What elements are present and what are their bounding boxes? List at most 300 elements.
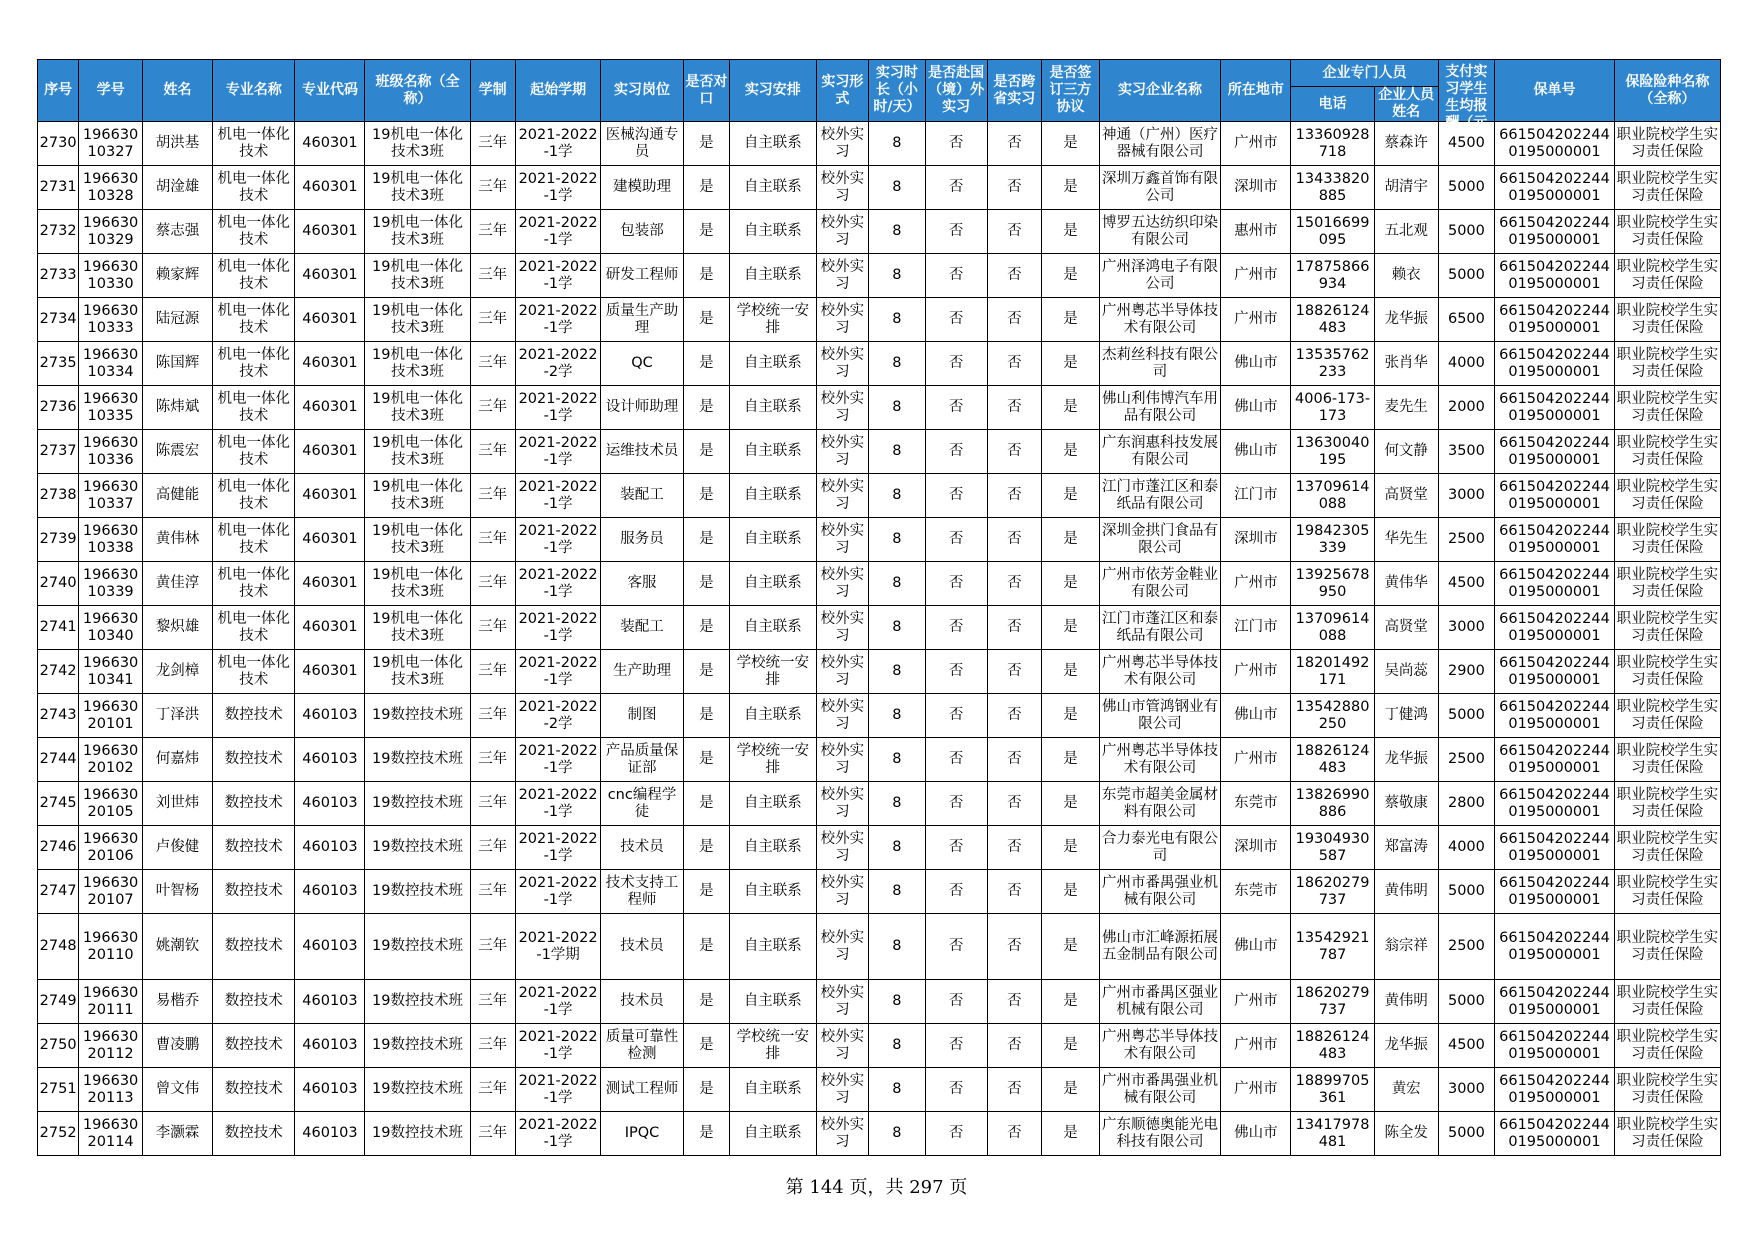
cell-major-code [295, 1068, 365, 1112]
footer-prefix: 第 [785, 1177, 804, 1198]
cell-insurance-text: 职业院校学生实习责任保险 [1616, 1116, 1719, 1150]
cell-insurance [1614, 694, 1720, 738]
cell-cross-province [987, 694, 1042, 738]
cell-major-text: 机电一体化技术 [217, 654, 290, 688]
cell-position [601, 474, 683, 518]
cell-phone-text: 4006-173-173 [1295, 390, 1371, 424]
cell-position [601, 1112, 683, 1156]
cell-abroad [925, 650, 987, 694]
cell-phone [1291, 298, 1374, 342]
cell-student-id-text: 19663010341 [82, 654, 139, 688]
cell-abroad-text: 否 [948, 179, 964, 195]
cell-student-id [79, 386, 143, 430]
cell-name [143, 474, 213, 518]
cell-phone-text: 13925678950 [1295, 566, 1370, 600]
cell-major-code-text: 460103 [302, 1125, 358, 1141]
cell-company [1099, 562, 1221, 606]
cell-class-name-text: 19机电一体化技术3班 [372, 126, 463, 160]
cell-city [1221, 914, 1291, 980]
table-row [38, 1024, 1721, 1068]
cell-agreement [1042, 474, 1100, 518]
cell-city [1221, 606, 1291, 650]
cell-matched-text: 是 [699, 938, 714, 954]
cell-major-code-text: 460301 [302, 663, 358, 679]
header-company: 实习企业名称 [1099, 60, 1221, 122]
cell-form-text: 校外实习 [820, 1072, 865, 1106]
cell-city [1221, 650, 1291, 694]
cell-hours [869, 826, 926, 870]
cell-pay-text: 4500 [1447, 1037, 1485, 1053]
cell-cross-province-text: 否 [1007, 839, 1022, 855]
cell-name-text: 胡淦雄 [155, 179, 200, 195]
cell-duration-text: 三年 [478, 267, 508, 283]
cell-major-code [295, 606, 365, 650]
cell-duration-text: 三年 [478, 443, 508, 459]
cell-agreement-text: 是 [1063, 355, 1078, 371]
cell-company-text: 江门市蓬江区和泰纸品有限公司 [1102, 610, 1219, 644]
cell-major [213, 694, 295, 738]
cell-major-text: 数控技术 [224, 1037, 283, 1053]
cell-form [816, 474, 869, 518]
cell-seq [38, 254, 79, 298]
cell-position-text: IPQC [624, 1125, 660, 1141]
cell-matched [683, 738, 729, 782]
cell-form [816, 914, 869, 980]
cell-contact-name [1374, 386, 1438, 430]
cell-cross-province [987, 1024, 1042, 1068]
cell-seq [38, 122, 79, 166]
cell-duration-text: 三年 [478, 179, 508, 195]
table-row [38, 694, 1721, 738]
cell-duration-text: 三年 [478, 795, 508, 811]
cell-matched [683, 166, 729, 210]
cell-pay-text: 5000 [1447, 223, 1485, 239]
cell-name-text: 黎炽雄 [155, 619, 200, 635]
cell-student-id-text: 19663020102 [82, 742, 139, 776]
cell-matched-text: 是 [699, 223, 714, 239]
cell-major-code-text: 460103 [302, 751, 358, 767]
cell-student-id [79, 518, 143, 562]
cell-pay [1438, 342, 1495, 386]
cell-contact-name [1374, 254, 1438, 298]
cell-name [143, 826, 213, 870]
cell-student-id [79, 166, 143, 210]
header-arrangement: 实习安排 [730, 60, 817, 122]
cell-phone-text: 13433820885 [1295, 170, 1370, 204]
cell-abroad-text: 否 [948, 487, 964, 503]
cell-abroad [925, 694, 987, 738]
cell-start-term-text: 2021-2022-1学 [518, 302, 598, 336]
cell-pay [1438, 518, 1495, 562]
cell-cross-province [987, 254, 1042, 298]
cell-seq [38, 1112, 79, 1156]
cell-name [143, 254, 213, 298]
cell-contact-name [1374, 210, 1438, 254]
header-policy: 保单号 [1495, 60, 1614, 122]
cell-policy-text: 6615042022440195000001 [1499, 698, 1610, 732]
cell-contact-name [1374, 474, 1438, 518]
cell-cross-province [987, 870, 1042, 914]
cell-arrangement-text: 自主联系 [743, 267, 802, 283]
cell-phone [1291, 386, 1374, 430]
cell-pay [1438, 870, 1495, 914]
cell-insurance-text: 职业院校学生实习责任保险 [1616, 984, 1719, 1018]
cell-city-text: 广州市 [1234, 267, 1278, 283]
cell-arrangement-text: 自主联系 [743, 135, 802, 151]
cell-major [213, 474, 295, 518]
cell-matched [683, 298, 729, 342]
cell-name-text: 黄佳淳 [155, 575, 200, 591]
cell-major [213, 650, 295, 694]
cell-major-text: 机电一体化技术 [217, 346, 290, 380]
cell-major-code [295, 650, 365, 694]
cell-city-text: 深圳市 [1234, 531, 1278, 547]
cell-start-term-text: 2021-2022-1学 [518, 566, 598, 600]
cell-city-text: 深圳市 [1234, 839, 1278, 855]
cell-hours-text: 8 [892, 267, 902, 283]
cell-insurance [1614, 518, 1720, 562]
cell-duration-text: 三年 [478, 663, 508, 679]
cell-class-name [365, 1112, 470, 1156]
cell-matched-text: 是 [699, 487, 714, 503]
cell-company-text: 广州粤芯半导体技术有限公司 [1102, 1028, 1219, 1062]
cell-class-name-text: 19机电一体化技术3班 [372, 566, 463, 600]
cell-company [1099, 386, 1221, 430]
header-form: 实习形式 [816, 60, 869, 122]
cell-student-id-text: 19663010333 [82, 302, 139, 336]
cell-cross-province-text: 否 [1007, 311, 1022, 327]
cell-hours [869, 430, 926, 474]
cell-seq-text: 2738 [39, 487, 77, 503]
cell-hours-text: 8 [892, 179, 902, 195]
cell-duration-text: 三年 [478, 223, 508, 239]
cell-position-text: 生产助理 [613, 663, 672, 679]
cell-agreement-text: 是 [1063, 619, 1078, 635]
cell-major-text: 机电一体化技术 [217, 434, 290, 468]
cell-abroad-text: 否 [948, 1037, 964, 1053]
cell-seq [38, 518, 79, 562]
cell-city-text: 广州市 [1234, 1081, 1278, 1097]
cell-policy-text: 6615042022440195000001 [1499, 566, 1610, 600]
cell-hours-text: 8 [892, 355, 902, 371]
cell-form [816, 518, 869, 562]
cell-start-term-text: 2021-2022-1学 [518, 786, 598, 820]
cell-name [143, 650, 213, 694]
cell-agreement [1042, 166, 1100, 210]
cell-class-name [365, 474, 470, 518]
cell-name [143, 210, 213, 254]
cell-matched-text: 是 [699, 663, 714, 679]
header-contact-name: 企业人员姓名 [1374, 87, 1438, 122]
cell-matched [683, 694, 729, 738]
cell-student-id-text: 19663020105 [82, 786, 139, 820]
cell-arrangement-text: 自主联系 [743, 443, 802, 459]
cell-city [1221, 474, 1291, 518]
cell-position-text: 客服 [627, 575, 657, 591]
cell-company [1099, 914, 1221, 980]
cell-hours [869, 650, 926, 694]
cell-matched [683, 606, 729, 650]
cell-arrangement-text: 学校统一安排 [736, 1028, 810, 1062]
cell-hours [869, 122, 926, 166]
cell-cross-province [987, 782, 1042, 826]
cell-matched-text: 是 [699, 179, 714, 195]
cell-matched-text: 是 [699, 1037, 714, 1053]
cell-insurance [1614, 166, 1720, 210]
cell-class-name-text: 19数控技术班 [372, 707, 463, 723]
cell-agreement-text: 是 [1063, 311, 1078, 327]
cell-agreement-text: 是 [1063, 443, 1078, 459]
cell-seq [38, 650, 79, 694]
cell-matched [683, 870, 729, 914]
cell-form-text: 校外实习 [820, 742, 865, 776]
cell-class-name [365, 298, 470, 342]
cell-major [213, 738, 295, 782]
cell-class-name [365, 870, 470, 914]
cell-city-text: 佛山市 [1234, 355, 1278, 371]
cell-seq-text: 2746 [39, 839, 77, 855]
cell-duration-text: 三年 [478, 1081, 508, 1097]
cell-abroad-text: 否 [948, 663, 964, 679]
cell-agreement-text: 是 [1063, 938, 1078, 954]
cell-company [1099, 650, 1221, 694]
cell-position [601, 562, 683, 606]
cell-student-id-text: 19663010336 [82, 434, 139, 468]
cell-contact-name [1374, 914, 1438, 980]
cell-class-name-text: 19数控技术班 [372, 1081, 463, 1097]
cell-seq [38, 914, 79, 980]
cell-name-text: 赖家辉 [155, 267, 200, 283]
cell-start-term-text: 2021-2022-1学期 [518, 929, 598, 963]
cell-student-id [79, 782, 143, 826]
cell-hours-text: 8 [892, 487, 902, 503]
cell-duration-text: 三年 [478, 839, 508, 855]
cell-agreement-text: 是 [1063, 575, 1078, 591]
cell-form-text: 校外实习 [820, 522, 865, 556]
cell-matched-text: 是 [699, 135, 714, 151]
cell-start-term [515, 518, 600, 562]
cell-insurance [1614, 386, 1720, 430]
cell-class-name-text: 19机电一体化技术3班 [372, 522, 463, 556]
cell-major-code [295, 738, 365, 782]
cell-seq-text: 2744 [39, 751, 77, 767]
cell-policy [1495, 430, 1614, 474]
cell-start-term [515, 650, 600, 694]
cell-city [1221, 980, 1291, 1024]
cell-matched [683, 562, 729, 606]
cell-arrangement [730, 870, 817, 914]
cell-major-code-text: 460103 [302, 839, 358, 855]
cell-major-text: 数控技术 [224, 993, 283, 1009]
cell-contact-name-text: 吴尚蕊 [1384, 663, 1428, 679]
cell-major-code [295, 386, 365, 430]
cell-abroad-text: 否 [948, 575, 964, 591]
cell-name-text: 卢俊健 [155, 839, 200, 855]
cell-seq [38, 1068, 79, 1112]
cell-name-text: 丁泽洪 [155, 707, 200, 723]
cell-matched [683, 474, 729, 518]
cell-cross-province-text: 否 [1007, 443, 1022, 459]
cell-policy [1495, 518, 1614, 562]
cell-duration [470, 122, 515, 166]
cell-position-text: 质量可靠性检测 [605, 1028, 679, 1062]
cell-seq-text: 2734 [39, 311, 77, 327]
cell-pay-text: 2800 [1447, 795, 1485, 811]
cell-pay-text: 2500 [1447, 938, 1485, 954]
cell-contact-name-text: 胡清宇 [1384, 179, 1428, 195]
cell-start-term-text: 2021-2022-1学 [518, 874, 598, 908]
cell-form-text: 校外实习 [820, 390, 865, 424]
cell-hours [869, 1024, 926, 1068]
cell-pay [1438, 914, 1495, 980]
cell-hours [869, 298, 926, 342]
header-start-term: 起始学期 [515, 60, 600, 122]
cell-duration-text: 三年 [478, 1037, 508, 1053]
cell-matched-text: 是 [699, 575, 714, 591]
cell-form-text: 校外实习 [820, 874, 865, 908]
cell-policy-text: 6615042022440195000001 [1499, 126, 1610, 160]
cell-policy-text: 6615042022440195000001 [1499, 786, 1610, 820]
table-row [38, 738, 1721, 782]
cell-seq-text: 2751 [39, 1081, 77, 1097]
cell-phone [1291, 650, 1374, 694]
cell-phone [1291, 870, 1374, 914]
cell-class-name [365, 980, 470, 1024]
cell-start-term [515, 782, 600, 826]
cell-pay [1438, 298, 1495, 342]
cell-policy [1495, 606, 1614, 650]
cell-form-text: 校外实习 [820, 214, 865, 248]
cell-seq [38, 298, 79, 342]
cell-abroad-text: 否 [948, 531, 964, 547]
cell-name [143, 1068, 213, 1112]
cell-start-term [515, 210, 600, 254]
cell-position [601, 298, 683, 342]
cell-company [1099, 870, 1221, 914]
cell-form-text: 校外实习 [820, 126, 865, 160]
cell-phone [1291, 166, 1374, 210]
cell-hours [869, 254, 926, 298]
cell-abroad [925, 254, 987, 298]
cell-cross-province-text: 否 [1007, 1125, 1022, 1141]
cell-hours-text: 8 [892, 751, 902, 767]
cell-form [816, 650, 869, 694]
cell-form-text: 校外实习 [820, 346, 865, 380]
cell-matched [683, 1024, 729, 1068]
cell-matched-text: 是 [699, 839, 714, 855]
cell-company [1099, 980, 1221, 1024]
cell-abroad [925, 386, 987, 430]
cell-student-id [79, 980, 143, 1024]
cell-class-name-text: 19机电一体化技术3班 [372, 170, 463, 204]
cell-cross-province [987, 980, 1042, 1024]
cell-form-text: 校外实习 [820, 830, 865, 864]
table-row [38, 1068, 1721, 1112]
cell-policy-text: 6615042022440195000001 [1499, 390, 1610, 424]
cell-agreement-text: 是 [1063, 993, 1078, 1009]
cell-cross-province [987, 606, 1042, 650]
cell-form [816, 562, 869, 606]
cell-abroad [925, 738, 987, 782]
cell-name [143, 430, 213, 474]
cell-major-text: 数控技术 [224, 751, 283, 767]
cell-abroad [925, 342, 987, 386]
cell-contact-name-text: 翁宗祥 [1384, 938, 1428, 954]
cell-phone [1291, 562, 1374, 606]
cell-insurance [1614, 980, 1720, 1024]
cell-major [213, 1068, 295, 1112]
table-row [38, 342, 1721, 386]
cell-policy [1495, 1024, 1614, 1068]
cell-agreement [1042, 430, 1100, 474]
cell-seq-text: 2733 [39, 267, 77, 283]
cell-pay [1438, 562, 1495, 606]
cell-phone [1291, 1024, 1374, 1068]
cell-cross-province-text: 否 [1007, 399, 1022, 415]
cell-position [601, 342, 683, 386]
cell-phone [1291, 782, 1374, 826]
cell-name-text: 高健能 [155, 487, 200, 503]
cell-contact-name [1374, 870, 1438, 914]
cell-agreement-text: 是 [1063, 883, 1078, 899]
cell-city-text: 广州市 [1234, 751, 1278, 767]
cell-major [213, 254, 295, 298]
cell-form-text: 校外实习 [820, 1116, 865, 1150]
cell-abroad [925, 826, 987, 870]
cell-arrangement-text: 学校统一安排 [736, 302, 810, 336]
cell-major [213, 870, 295, 914]
cell-abroad [925, 122, 987, 166]
cell-matched [683, 782, 729, 826]
cell-cross-province [987, 342, 1042, 386]
cell-arrangement-text: 学校统一安排 [736, 742, 810, 776]
cell-abroad-text: 否 [948, 993, 964, 1009]
cell-major [213, 166, 295, 210]
cell-major-code-text: 460301 [302, 443, 358, 459]
cell-agreement [1042, 342, 1100, 386]
cell-duration-text: 三年 [478, 311, 508, 327]
cell-phone-text: 18201492171 [1295, 654, 1370, 688]
cell-student-id [79, 298, 143, 342]
cell-major-text: 数控技术 [224, 883, 283, 899]
cell-cross-province-text: 否 [1007, 487, 1022, 503]
cell-major-code [295, 782, 365, 826]
cell-duration [470, 606, 515, 650]
cell-student-id [79, 870, 143, 914]
cell-agreement-text: 是 [1063, 179, 1078, 195]
cell-student-id [79, 1024, 143, 1068]
cell-start-term-text: 2021-2022-1学 [518, 258, 598, 292]
cell-name-text: 曾文伟 [155, 1081, 200, 1097]
cell-policy-text: 6615042022440195000001 [1499, 830, 1610, 864]
cell-phone-text: 17875866934 [1295, 258, 1370, 292]
cell-company-text: 广州粤芯半导体技术有限公司 [1102, 302, 1219, 336]
cell-matched-text: 是 [699, 795, 714, 811]
cell-matched-text: 是 [699, 443, 714, 459]
cell-matched-text: 是 [699, 993, 714, 1009]
cell-major-text: 机电一体化技术 [217, 478, 290, 512]
cell-city [1221, 870, 1291, 914]
cell-matched [683, 122, 729, 166]
cell-seq-text: 2748 [39, 938, 77, 954]
cell-class-name-text: 19机电一体化技术3班 [372, 654, 463, 688]
header-matched: 是否对口 [683, 60, 729, 122]
cell-company [1099, 782, 1221, 826]
cell-agreement [1042, 980, 1100, 1024]
cell-name [143, 1024, 213, 1068]
cell-name-text: 陈国辉 [155, 355, 200, 371]
cell-class-name-text: 19机电一体化技术3班 [372, 258, 463, 292]
